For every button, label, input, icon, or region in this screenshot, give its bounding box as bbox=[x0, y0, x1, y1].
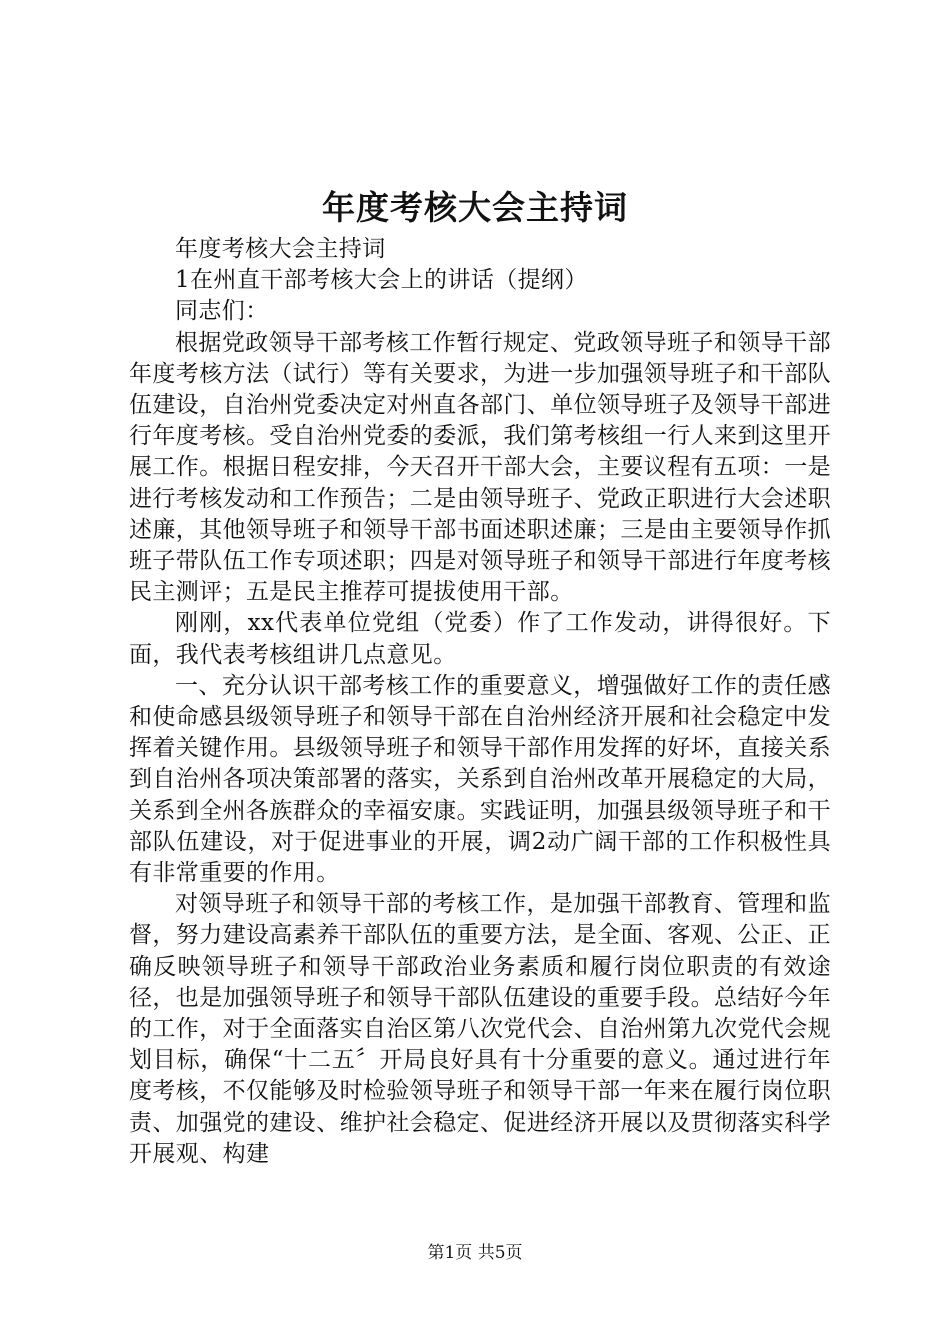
paragraph-speech-title: 1在州直干部考核大会上的讲话（提纲） bbox=[175, 267, 588, 294]
paragraph-assessment: 对领导班子和领导干部的考核工作，是加强干部教育、管理和监督，努力建设高素养干部队伍的重要方法，是全面、客观、公正、正确反映领导班子和领导干部政治业务素质和履行岗位职责的有效途径，也是加强领导班子和领导干部队伍建设的重要手段。总结好今年的工作，对于全面落实自治区第八次党代会、自治州第九次党代会规划目标，确保“十二五〞开局良好具有十分重要的意义。通过进行年度考核，不仅能够及时检验领导班子和领导干部一年来在履行岗位职责、加强党的建设、维护社会稳定、促进经济开展以及贯彻落实科学开展观、构建 bbox=[129, 891, 831, 1167]
paragraph-intro: 根据党政领导干部考核工作暂行规定、党政领导班子和领导干部年度考核方法（试行）等有关要求，为进一步加强领导班子和干部队伍建设，自治州党委决定对州直各部门、单位领导班子及领导干部进行年度考核。受自治州党委的委派，我们第考核组一行人来到这里开展工作。根据日程安排，今天召开干部大会，主要议程有五项：一是进行考核发动和工作预告；二是由领导班子、党政正职进行大会述职述廉，其他领导班子和领导干部书面述职述廉；三是由主要领导作抓班子带队伍工作专项述职；四是对领导班子和领导干部进行年度考核民主测评；五是民主推荐可提拔使用干部。 bbox=[129, 329, 831, 606]
page-footer: 第1页 共5页 bbox=[427, 1243, 523, 1263]
paragraph-transition: 刚刚，xx代表单位党组（党委）作了工作发动，讲得很好。下面，我代表考核组讲几点意见。 bbox=[129, 610, 831, 668]
paragraph-salutation: 同志们： bbox=[175, 298, 269, 325]
document-title: 年度考核大会主持词 bbox=[322, 188, 628, 227]
paragraph-heading: 年度考核大会主持词 bbox=[175, 236, 386, 262]
paragraph-section-one: 一、充分认识干部考核工作的重要意义，增强做好工作的责任感和使命感县级领导班子和领导干部在自治州经济开展和社会稳定中发挥着关键作用。县级领导班子和领导干部作用发挥的好坏，直接关系到自治州各项决策部署的落实，关系到自治州改革开展稳定的大局，关系到全州各族群众的幸福安康。实践证明，加强县级领导班子和干部队伍建设，对于促进事业的开展，调2动广阔干部的工作积极性具有非常重要的作用。 bbox=[129, 672, 831, 887]
document-body bbox=[129, 234, 831, 1170]
